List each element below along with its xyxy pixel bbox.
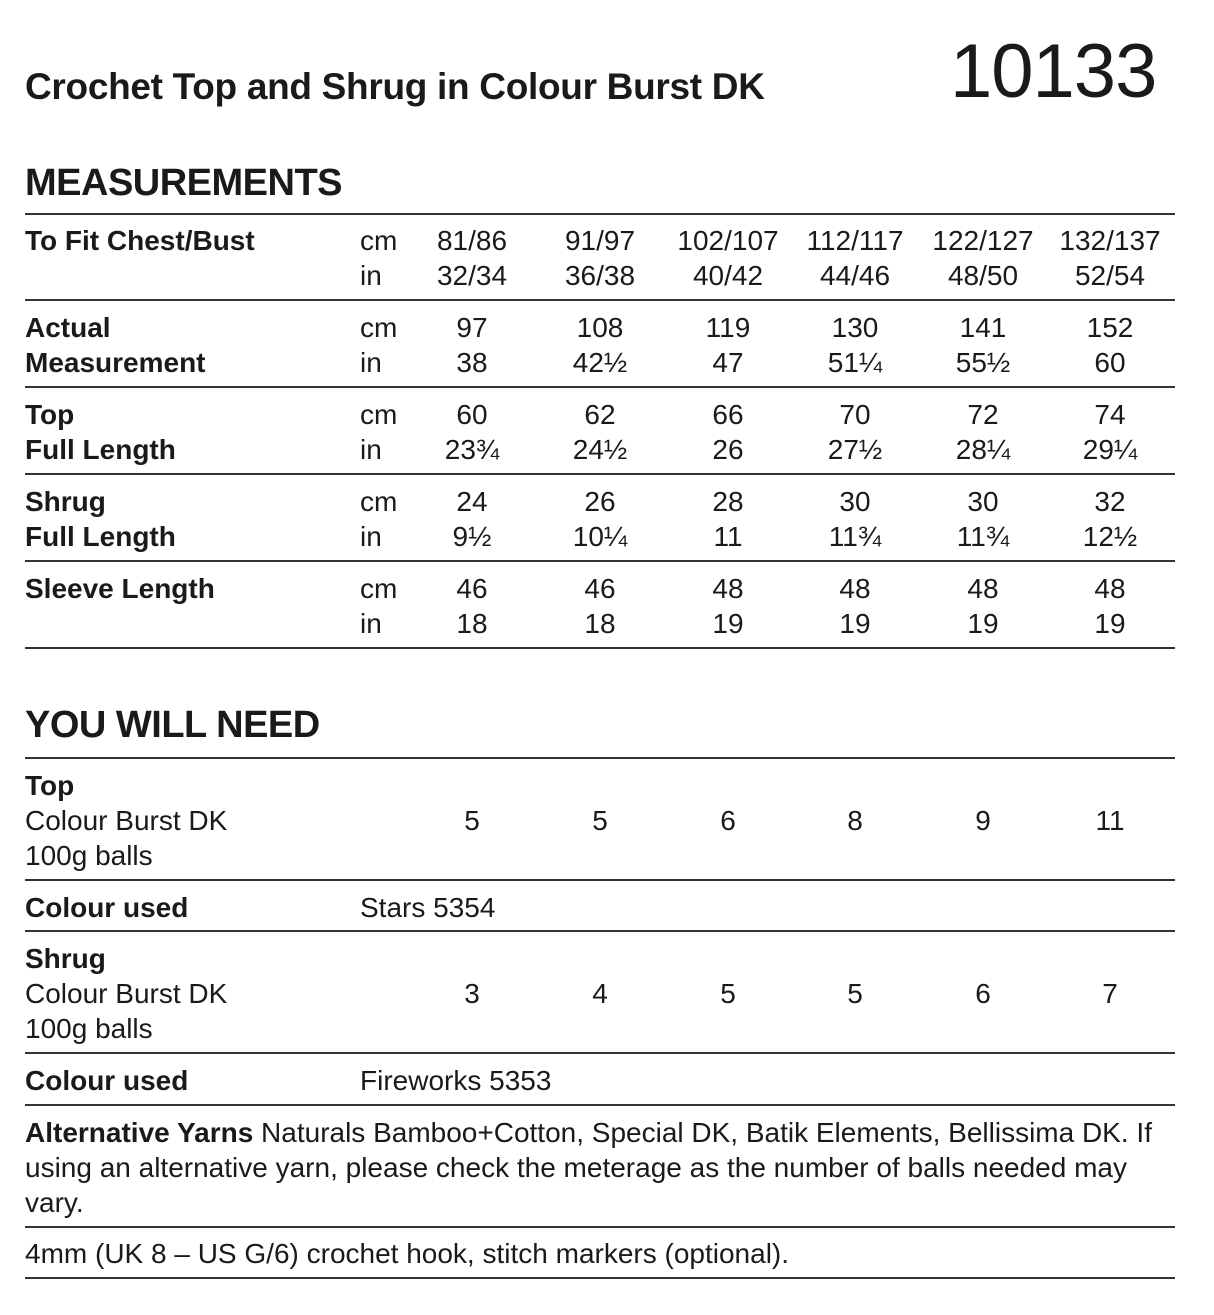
- unit-cm: cm: [360, 573, 398, 604]
- colour-label: Colour used: [25, 892, 189, 923]
- divider: [25, 757, 1175, 759]
- value-cell: 19: [967, 608, 999, 639]
- value-cell: 91/97: [564, 225, 636, 256]
- value-cell: 60: [456, 399, 488, 430]
- value-cell: 42½: [572, 347, 628, 378]
- value-cell: 10¼: [572, 521, 628, 552]
- value-cell: 27½: [827, 434, 883, 465]
- quantity-cell: 5: [847, 978, 863, 1009]
- quantity-cell: 5: [720, 978, 736, 1009]
- unit-cm: cm: [360, 312, 398, 343]
- colour-value: Stars 5354: [360, 892, 496, 923]
- value-cell: 48/50: [947, 260, 1019, 291]
- value-cell: 26: [584, 486, 616, 517]
- value-cell: 19: [839, 608, 871, 639]
- value-cell: 97: [456, 312, 488, 343]
- value-cell: 48: [1094, 573, 1126, 604]
- value-cell: 24: [456, 486, 488, 517]
- value-cell: 12½: [1082, 521, 1138, 552]
- divider: [25, 930, 1175, 932]
- divider: [25, 560, 1175, 562]
- value-cell: 48: [967, 573, 999, 604]
- divider: [25, 647, 1175, 649]
- unit-cm: cm: [360, 486, 398, 517]
- value-cell: 24½: [572, 434, 628, 465]
- unit-in: in: [360, 608, 382, 639]
- ball-size: 100g balls: [25, 1013, 153, 1044]
- value-cell: 29¼: [1082, 434, 1138, 465]
- quantity-cell: 9: [975, 805, 991, 836]
- garment-label: Shrug: [25, 943, 106, 974]
- pattern-number: 10133: [950, 29, 1157, 114]
- quantity-cell: 5: [592, 805, 608, 836]
- value-cell: 74: [1094, 399, 1126, 430]
- unit-in: in: [360, 347, 382, 378]
- unit-cm: cm: [360, 399, 398, 430]
- divider: [25, 1052, 1175, 1054]
- value-cell: 32/34: [436, 260, 508, 291]
- value-cell: 19: [712, 608, 744, 639]
- quantity-cell: 11: [1095, 805, 1125, 836]
- value-cell: 30: [839, 486, 871, 517]
- value-cell: 28: [712, 486, 744, 517]
- row-label: To Fit Chest/Bust: [25, 225, 255, 256]
- value-cell: 36/38: [564, 260, 636, 291]
- value-cell: 44/46: [819, 260, 891, 291]
- yarn-name: Colour Burst DK: [25, 978, 228, 1009]
- quantity-cell: 8: [847, 805, 863, 836]
- unit-in: in: [360, 434, 382, 465]
- value-cell: 119: [705, 312, 751, 343]
- value-cell: 11: [713, 521, 743, 552]
- value-cell: 72: [967, 399, 999, 430]
- value-cell: 26: [712, 434, 744, 465]
- value-cell: 81/86: [436, 225, 508, 256]
- row-label: Actual: [25, 312, 111, 343]
- value-cell: 141: [959, 312, 1007, 343]
- unit-cm: cm: [360, 225, 398, 256]
- ball-size: 100g balls: [25, 840, 153, 871]
- quantity-cell: 4: [592, 978, 608, 1009]
- value-cell: 108: [576, 312, 624, 343]
- value-cell: 28¼: [955, 434, 1011, 465]
- value-cell: 48: [839, 573, 871, 604]
- quantity-cell: 7: [1102, 978, 1118, 1009]
- unit-in: in: [360, 260, 382, 291]
- value-cell: 51¼: [827, 347, 883, 378]
- value-cell: 18: [456, 608, 488, 639]
- value-cell: 23¾: [444, 434, 500, 465]
- row-label: Sleeve Length: [25, 573, 215, 604]
- value-cell: 52/54: [1074, 260, 1146, 291]
- divider: [25, 386, 1175, 388]
- value-cell: 47: [712, 347, 744, 378]
- you-will-need-heading: YOU WILL NEED: [25, 704, 320, 746]
- value-cell: 60: [1094, 347, 1126, 378]
- hook-requirement: 4mm (UK 8 – US G/6) crochet hook, stitch markers (optional).: [25, 1238, 790, 1269]
- alternative-yarns-note: [25, 1115, 1165, 1220]
- quantity-cell: 5: [464, 805, 480, 836]
- value-cell: 9½: [452, 521, 492, 552]
- value-cell: 122/127: [932, 225, 1034, 256]
- value-cell: 66: [712, 399, 744, 430]
- divider: [25, 879, 1175, 881]
- value-cell: 62: [584, 399, 616, 430]
- divider: [25, 1104, 1175, 1106]
- colour-label: Colour used: [25, 1065, 189, 1096]
- alternative-yarns-label: Alternative Yarns: [25, 1117, 254, 1148]
- value-cell: 19: [1094, 608, 1126, 639]
- quantity-cell: 6: [720, 805, 736, 836]
- quantity-cell: 6: [975, 978, 991, 1009]
- pattern-title: Crochet Top and Shrug in Colour Burst DK: [25, 66, 765, 107]
- unit-in: in: [360, 521, 382, 552]
- divider: [25, 299, 1175, 301]
- divider: [25, 213, 1175, 215]
- value-cell: 11¾: [956, 521, 1010, 552]
- divider: [25, 473, 1175, 475]
- row-label: Full Length: [25, 434, 176, 465]
- yarn-name: Colour Burst DK: [25, 805, 228, 836]
- value-cell: 48: [712, 573, 744, 604]
- alternative-yarns-text: Naturals Bamboo+Cotton, Special DK, Batik Elements, Bellissima DK. If using an alternative yarn, please check the meterage as the number of balls needed may vary.: [25, 1117, 1152, 1218]
- value-cell: 152: [1086, 312, 1134, 343]
- row-label: Measurement: [25, 347, 206, 378]
- value-cell: 55½: [955, 347, 1011, 378]
- value-cell: 11¾: [828, 521, 882, 552]
- value-cell: 30: [967, 486, 999, 517]
- value-cell: 70: [839, 399, 871, 430]
- measurements-heading: MEASUREMENTS: [25, 162, 343, 204]
- value-cell: 46: [584, 573, 616, 604]
- colour-value: Fireworks 5353: [360, 1065, 552, 1096]
- value-cell: 112/117: [806, 225, 904, 256]
- value-cell: 130: [831, 312, 879, 343]
- value-cell: 40/42: [692, 260, 764, 291]
- value-cell: 32: [1094, 486, 1126, 517]
- divider: [25, 1277, 1175, 1279]
- value-cell: 18: [584, 608, 616, 639]
- divider: [25, 1226, 1175, 1228]
- row-label: Top: [25, 399, 75, 430]
- value-cell: 46: [456, 573, 488, 604]
- row-label: Shrug: [25, 486, 106, 517]
- quantity-cell: 3: [464, 978, 480, 1009]
- value-cell: 38: [456, 347, 488, 378]
- value-cell: 102/107: [677, 225, 779, 256]
- value-cell: 132/137: [1059, 225, 1161, 256]
- row-label: Full Length: [25, 521, 176, 552]
- garment-label: Top: [25, 770, 75, 801]
